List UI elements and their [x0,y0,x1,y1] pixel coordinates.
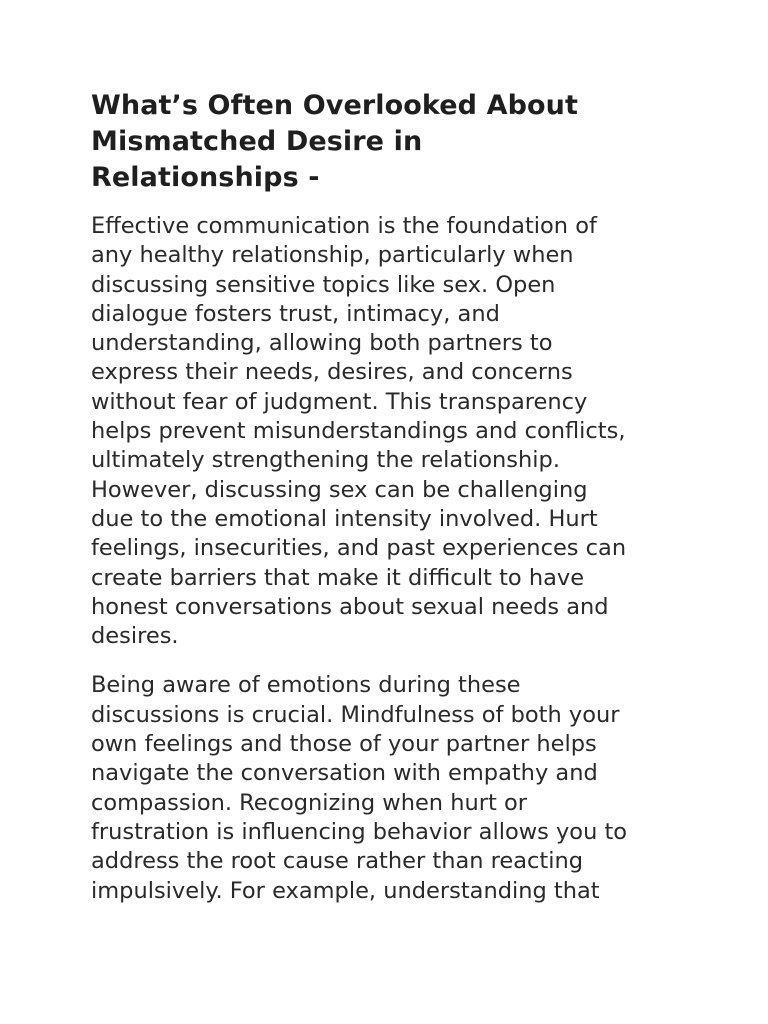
text-line: express their needs, desires, and concerns [91,359,573,386]
paragraph-emotions [91,671,691,905]
text-line: honest conversations about sexual needs and [91,593,609,620]
text-line: Effective communication is the foundation of [91,213,597,239]
text-line: without fear of judgment. This transparency [91,388,588,415]
text-line: frustration is influencing behavior allows you to [91,818,628,845]
text-line: Being aware of emotions during these [91,672,521,699]
text-line: due to the emotional intensity involved. Hurt [91,505,598,532]
title-line: Mismatched Desire in [91,126,423,157]
text-line: feelings, insecurities, and past experiences can [91,535,627,562]
text-line: address the root cause rather than reacting [91,848,584,875]
paragraph-communication [91,212,691,651]
text-line: helps prevent misunderstandings and conflicts, [91,418,626,445]
text-line: compassion. Recognizing when hurt or [91,789,527,816]
document-page [91,88,691,926]
text-line: However, discussing sex can be challenging [91,476,588,503]
page-title [91,88,691,196]
text-line: any healthy relationship, particularly when [91,242,574,269]
text-line: discussions is crucial. Mindfulness of both your [91,701,620,728]
text-line: discussing sensitive topics like sex. Open [91,271,556,298]
text-line: desires. [91,623,179,650]
text-line: own feelings and those of your partner helps [91,731,597,758]
text-line: understanding, allowing both partners to [91,330,553,357]
text-line: ultimately strengthening the relationship. [91,447,560,474]
title-line: What’s Often Overlooked About [91,90,579,121]
text-line: impulsively. For example, understanding that [91,877,600,904]
text-line: create barriers that make it difficult to have [91,564,585,591]
title-line: Relationships - [91,162,320,193]
text-line: dialogue fosters trust, intimacy, and [91,300,500,327]
text-line: navigate the conversation with empathy and [91,760,598,787]
